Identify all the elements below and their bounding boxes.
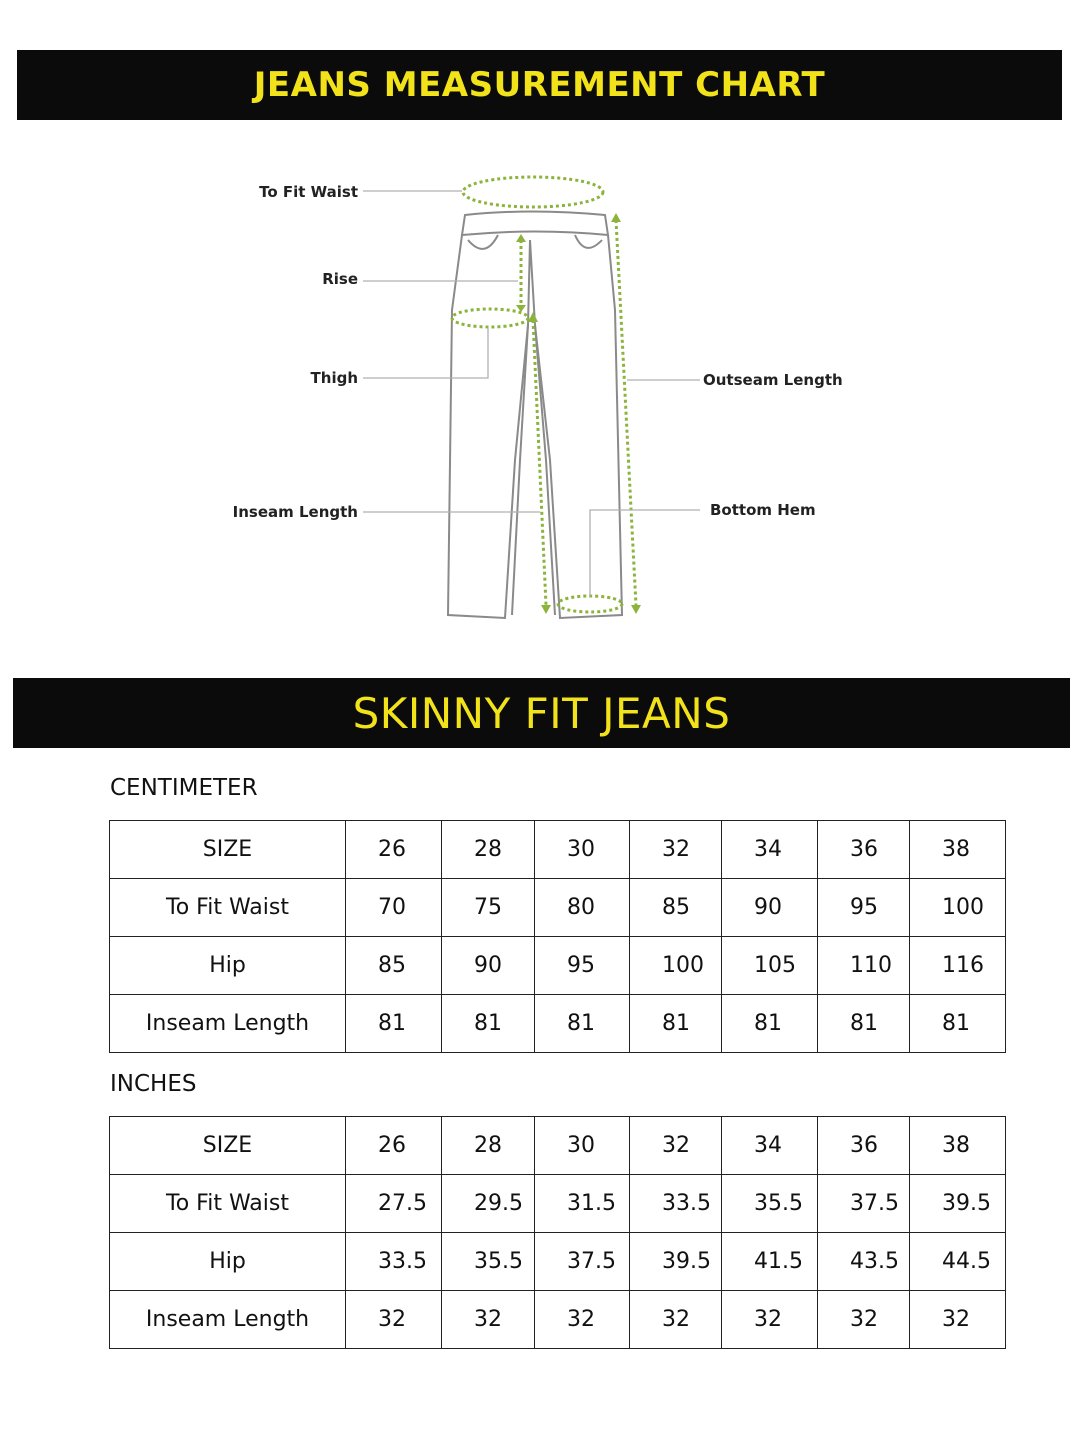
table-cell: 30 <box>535 821 630 879</box>
table-cell: 95 <box>818 879 910 937</box>
table-cell: 95 <box>535 937 630 995</box>
label-rise: Rise <box>322 270 358 288</box>
table-cell: 32 <box>818 1291 910 1349</box>
table-cell: 32 <box>442 1291 535 1349</box>
label-outseam-length: Outseam Length <box>703 371 843 389</box>
table-cell: 32 <box>722 1291 818 1349</box>
table-cell: 32 <box>630 821 722 879</box>
table-cell: 31.5 <box>535 1175 630 1233</box>
table-cell: 28 <box>442 821 535 879</box>
table-cell: 29.5 <box>442 1175 535 1233</box>
table-cell: 105 <box>722 937 818 995</box>
label-thigh: Thigh <box>310 369 358 387</box>
table-row <box>110 1117 1006 1175</box>
inches-table <box>109 1116 1006 1349</box>
table-cell: 36 <box>818 1117 910 1175</box>
section-title: SKINNY FIT JEANS <box>352 688 731 738</box>
table-cell: 43.5 <box>818 1233 910 1291</box>
table-row <box>110 1233 1006 1291</box>
label-bottom-hem: Bottom Hem <box>710 501 816 519</box>
table-cell: 36 <box>818 821 910 879</box>
outseam-guide <box>616 220 636 605</box>
centimeter-table <box>109 820 1006 1053</box>
row-label: Hip <box>110 1233 346 1291</box>
table-cell: 81 <box>535 995 630 1053</box>
table-cell: 85 <box>346 937 442 995</box>
row-label: Inseam Length <box>110 1291 346 1349</box>
skinny-fit-banner <box>13 678 1070 748</box>
table-cell: 81 <box>722 995 818 1053</box>
table-cell: 34 <box>722 1117 818 1175</box>
table-cell: 33.5 <box>346 1233 442 1291</box>
table-cell: 34 <box>722 821 818 879</box>
table-cell: 90 <box>442 937 535 995</box>
table-cell: 27.5 <box>346 1175 442 1233</box>
label-to-fit-waist: To Fit Waist <box>259 183 358 201</box>
hem-guide <box>558 596 622 612</box>
table-cell: 32 <box>535 1291 630 1349</box>
table-cell: 39.5 <box>910 1175 1006 1233</box>
table-cell: 81 <box>442 995 535 1053</box>
table-cell: 32 <box>910 1291 1006 1349</box>
table-cell: 26 <box>346 821 442 879</box>
table-cell: 37.5 <box>535 1233 630 1291</box>
table-row <box>110 1291 1006 1349</box>
table-cell: 75 <box>442 879 535 937</box>
jeans-outline <box>448 212 622 619</box>
chart-title: JEANS MEASUREMENT CHART <box>253 65 826 105</box>
table-cell: 100 <box>630 937 722 995</box>
table-cell: 44.5 <box>910 1233 1006 1291</box>
table-cell: 116 <box>910 937 1006 995</box>
table-row <box>110 1175 1006 1233</box>
table-cell: 32 <box>346 1291 442 1349</box>
table-cell: 38 <box>910 1117 1006 1175</box>
row-label: SIZE <box>110 821 346 879</box>
table-cell: 81 <box>910 995 1006 1053</box>
table-cell: 39.5 <box>630 1233 722 1291</box>
table-cell: 30 <box>535 1117 630 1175</box>
label-inseam-length: Inseam Length <box>232 503 358 521</box>
table-cell: 33.5 <box>630 1175 722 1233</box>
table-cell: 110 <box>818 937 910 995</box>
table-cell: 35.5 <box>722 1175 818 1233</box>
table-cell: 100 <box>910 879 1006 937</box>
row-label: To Fit Waist <box>110 879 346 937</box>
row-label: Inseam Length <box>110 995 346 1053</box>
table-row <box>110 879 1006 937</box>
jeans-diagram <box>230 160 850 630</box>
waist-guide <box>463 177 603 207</box>
table-cell: 81 <box>630 995 722 1053</box>
table-cell: 28 <box>442 1117 535 1175</box>
arrow-heads <box>516 213 641 614</box>
table-cell: 81 <box>346 995 442 1053</box>
table-cell: 26 <box>346 1117 442 1175</box>
table-cell: 90 <box>722 879 818 937</box>
inches-label: INCHES <box>110 1071 197 1097</box>
row-label: Hip <box>110 937 346 995</box>
table-cell: 80 <box>535 879 630 937</box>
table-cell: 70 <box>346 879 442 937</box>
table-row <box>110 821 1006 879</box>
table-cell: 35.5 <box>442 1233 535 1291</box>
table-cell: 85 <box>630 879 722 937</box>
table-cell: 32 <box>630 1291 722 1349</box>
table-row <box>110 937 1006 995</box>
table-row <box>110 995 1006 1053</box>
table-cell: 37.5 <box>818 1175 910 1233</box>
table-cell: 38 <box>910 821 1006 879</box>
table-cell: 32 <box>630 1117 722 1175</box>
centimeter-label: CENTIMETER <box>110 775 258 801</box>
thigh-guide <box>452 309 528 327</box>
row-label: To Fit Waist <box>110 1175 346 1233</box>
measurement-chart-banner <box>17 50 1062 120</box>
table-cell: 81 <box>818 995 910 1053</box>
table-cell: 41.5 <box>722 1233 818 1291</box>
row-label: SIZE <box>110 1117 346 1175</box>
